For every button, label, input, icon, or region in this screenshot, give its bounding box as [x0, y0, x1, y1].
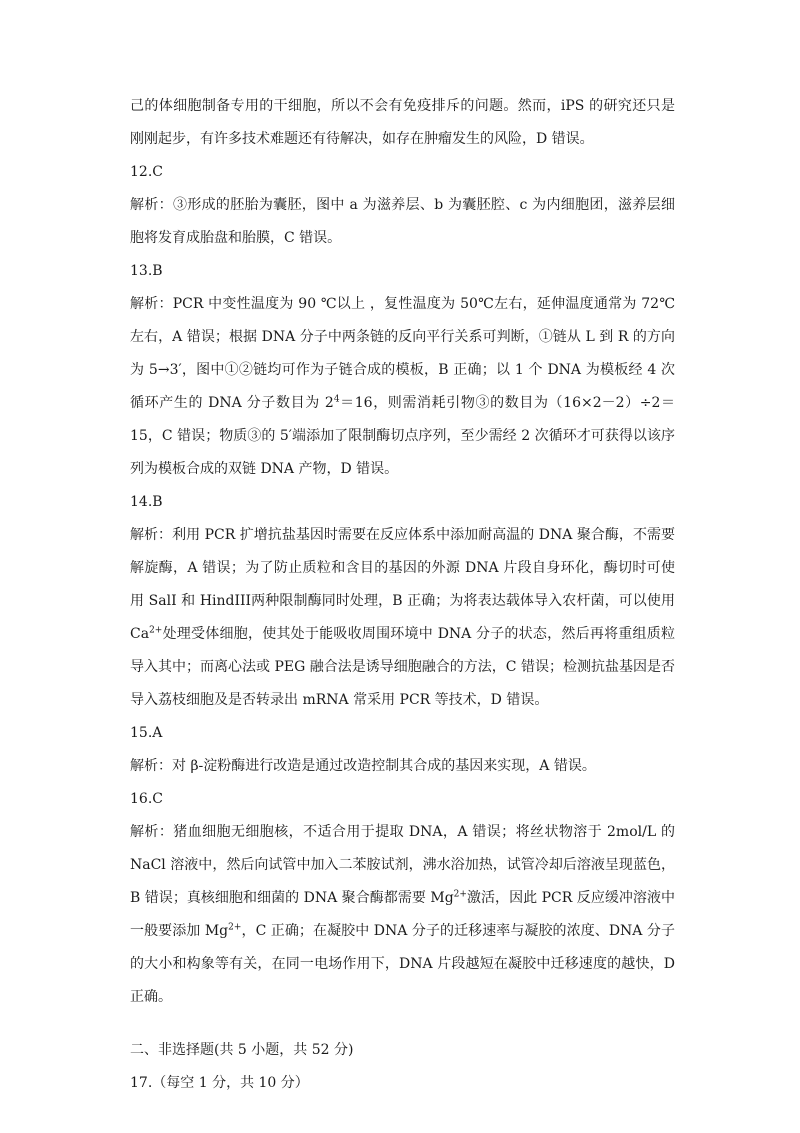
- q12-explanation: 解析：③形成的胚胎为囊胚，图中 a 为滋养层、b 为囊胚腔、c 为内细胞团，滋养层细胞将发育成胎盘和胎膜，C 错误。: [130, 197, 675, 246]
- q16-text-b: 激活，因此 PCR 反应缓冲溶液中一般要添加 Mg: [130, 890, 675, 939]
- q17-heading: 17.（每空 1 分，共 10 分）: [130, 1075, 309, 1091]
- q14-number: 14.B: [130, 494, 163, 510]
- q13-number: 13.B: [130, 263, 163, 279]
- q13-text-b: ＝16，则需消耗引物③的数目为（16×2－2）÷2＝15，C 错误；物质③的 5′端添加了限制酶切点序列，至少需经 2 次循环才可获得以该序列为模板合成的双链 DNA 产物，D 错误。: [130, 395, 676, 477]
- q16-explanation: [130, 816, 675, 1014]
- q16-superscript-2: 2+: [228, 922, 242, 933]
- q13-superscript: 4: [333, 394, 340, 405]
- q15-number: 15.A: [130, 725, 163, 741]
- q16-text-c: ，C 正确；在凝胶中 DNA 分子的迁移速率与凝胶的浓度、DNA 分子的大小和构象等有关，在同一电场作用下，DNA 片段越短在凝胶中迁移速度的越快，D 正确。: [130, 923, 675, 1005]
- q15-explanation: 解析：对 β-淀粉酶进行改造是通过改造控制其合成的基因来实现，A 错误。: [130, 758, 596, 774]
- section-heading: 二、非选择题(共 5 小题，共 52 分): [130, 1042, 354, 1058]
- q16-text-a: 解析：猪血细胞无细胞核，不适合用于提取 DNA，A 错误；将丝状物溶于 2mol/L 的 NaCl 溶液中，然后向试管中加入二苯胺试剂，沸水浴加热，试管冷却后溶液呈现蓝色，B 错误；真核细胞和细菌的 DNA 聚合酶都需要 Mg: [130, 824, 675, 906]
- intro-paragraph: 己的体细胞制备专用的干细胞，所以不会有免疫排斥的问题。然而，iPS 的研究还只是刚刚起步，有许多技术难题还有待解决，如存在肿瘤发生的风险，D 错误。: [130, 98, 675, 147]
- q16-superscript-1: 2+: [453, 889, 467, 900]
- q14-explanation: [130, 519, 675, 717]
- q16-number: 16.C: [130, 791, 163, 807]
- q13-explanation: [130, 288, 675, 486]
- q13-text-a: 解析：PCR 中变性温度为 90 ℃以上 ，复性温度为 50℃左右，延伸温度通常为 72℃左右，A 错误；根据 DNA 分子中两条链的反向平行关系可判断，①链从 L 到 R 的方向为 5→3′，图中①②链均可作为子链合成的模板，B 正确；以 1 个 DNA 为模板经 4 次循环产生的 DNA 分子数目为 2: [130, 296, 675, 411]
- answer-page: [130, 90, 675, 1100]
- q12-number: 12.C: [130, 164, 163, 180]
- q14-text-a: 解析：利用 PCR 扩增抗盐基因时需要在反应体系中添加耐高温的 DNA 聚合酶，不需要解旋酶，A 错误；为了防止质粒和含目的基因的外源 DNA 片段自身环化，酶切时可使用 SalI 和 HindIII两种限制酶同时处理，B 正确；为将表达载体导入农杆菌，可以使用 Ca: [130, 527, 675, 642]
- q14-superscript: 2+: [149, 625, 163, 636]
- q14-text-b: 处理受体细胞，使其处于能吸收周围环境中 DNA 分子的状态，然后再将重组质粒导入其中；而离心法或 PEG 融合法是诱导细胞融合的方法，C 错误；检测抗盐基因是否导入荔枝细胞及是否转录出 mRNA 常采用 PCR 等技术，D 错误。: [130, 626, 675, 708]
